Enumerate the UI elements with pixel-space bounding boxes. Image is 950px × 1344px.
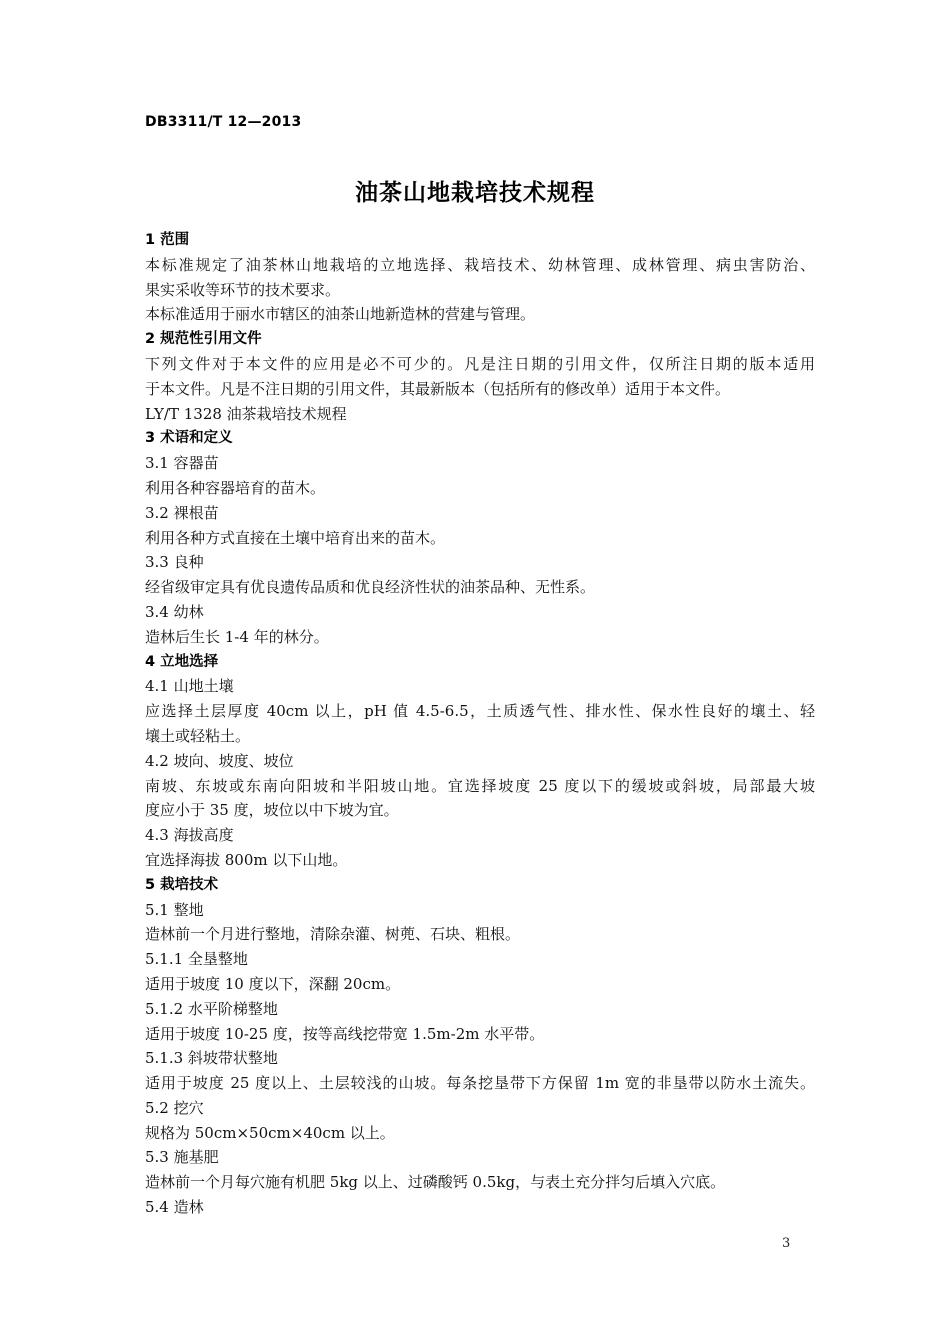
- text-line: 造林前一个月进行整地，清除杂灌、树蔸、石块、粗根。: [145, 925, 521, 944]
- text-line: 4.3 海拔高度: [145, 826, 234, 845]
- section-heading: 1 范围: [145, 232, 190, 248]
- text-line: 适用于坡度 10 度以下，深翻 20cm。: [145, 974, 401, 993]
- text-line: 3.1 容器苗: [145, 454, 219, 473]
- text-line: 南坡、东坡或东南向阳坡和半阳坡山地。宜选择坡度 25 度以下的缓坡或斜坡，局部最大坡: [145, 776, 815, 795]
- text-line: 度应小于 35 度，坡位以中下坡为宜。: [145, 801, 399, 820]
- section-heading: 2 规范性引用文件: [145, 331, 262, 348]
- text-line: 利用各种容器培育的苗木。: [145, 478, 326, 497]
- text-line: 宜选择海拔 800m 以下山地。: [145, 850, 348, 869]
- text-line: 利用各种方式直接在土壤中培育出来的苗木。: [145, 528, 446, 547]
- text-line: 适用于坡度 25 度以上、土层较浅的山坡。每条挖垦带下方保留 1m 宽的非垦带以防水土流失。: [145, 1074, 815, 1093]
- text-line: 3.3 良种: [145, 553, 204, 572]
- standard-code: DB3311/T 12—2013: [145, 114, 302, 130]
- text-line: 造林后生长 1-4 年的林分。: [145, 627, 329, 646]
- section-heading: 3 术语和定义: [145, 430, 233, 447]
- text-line: 5.1.3 斜坡带状整地: [145, 1049, 278, 1068]
- text-line: 果实采收等环节的技术要求。: [145, 280, 341, 299]
- document-body: [145, 228, 815, 1220]
- section-heading: 4 立地选择: [145, 653, 219, 670]
- text-line: 4.1 山地土壤: [145, 677, 234, 696]
- text-line: 适用于坡度 10-25 度，按等高线挖带宽 1.5m-2m 水平带。: [145, 1024, 545, 1043]
- text-line: 本标准适用于丽水市辖区的油茶山地新造林的营建与管理。: [145, 305, 536, 324]
- section-heading: 5 栽培技术: [145, 876, 219, 893]
- text-line: 4.2 坡向、坡度、坡位: [145, 751, 294, 770]
- text-line: 壤土或轻粘土。: [145, 726, 251, 745]
- text-line: 5.2 挖穴: [145, 1098, 204, 1117]
- page-title: 油茶山地栽培技术规程: [355, 180, 595, 206]
- text-line: 下列文件对于本文件的应用是必不可少的。凡是注日期的引用文件，仅所注日期的版本适用: [145, 354, 815, 373]
- text-line: 造林前一个月每穴施有机肥 5kg 以上、过磷酸钙 0.5kg，与表土充分拌匀后填入穴底。: [145, 1173, 726, 1192]
- text-line: 5.4 造林: [145, 1198, 204, 1217]
- text-line: 5.1.2 水平阶梯整地: [145, 999, 278, 1018]
- text-line: 3.4 幼林: [145, 602, 204, 621]
- text-line: 应选择土层厚度 40cm 以上，pH 值 4.5-6.5，土质透气性、排水性、保水性良好的壤土、轻: [145, 702, 815, 721]
- text-line: 5.3 施基肥: [145, 1148, 219, 1167]
- text-line: 5.1.1 全垦整地: [145, 950, 248, 969]
- text-line: 5.1 整地: [145, 900, 204, 919]
- page-number: 3: [782, 1236, 791, 1251]
- text-line: LY/T 1328 油茶栽培技术规程: [145, 404, 347, 423]
- text-line: 于本文件。凡是不注日期的引用文件，其最新版本（包括所有的修改单）适用于本文件。: [145, 379, 731, 398]
- text-line: 经省级审定具有优良遗传品质和优良经济性状的油茶品种、无性系。: [145, 578, 596, 597]
- text-line: 规格为 50cm×50cm×40cm 以上。: [145, 1123, 395, 1142]
- text-line: 本标准规定了油茶林山地栽培的立地选择、栽培技术、幼林管理、成林管理、病虫害防治、: [145, 255, 815, 274]
- text-line: 3.2 裸根苗: [145, 503, 219, 522]
